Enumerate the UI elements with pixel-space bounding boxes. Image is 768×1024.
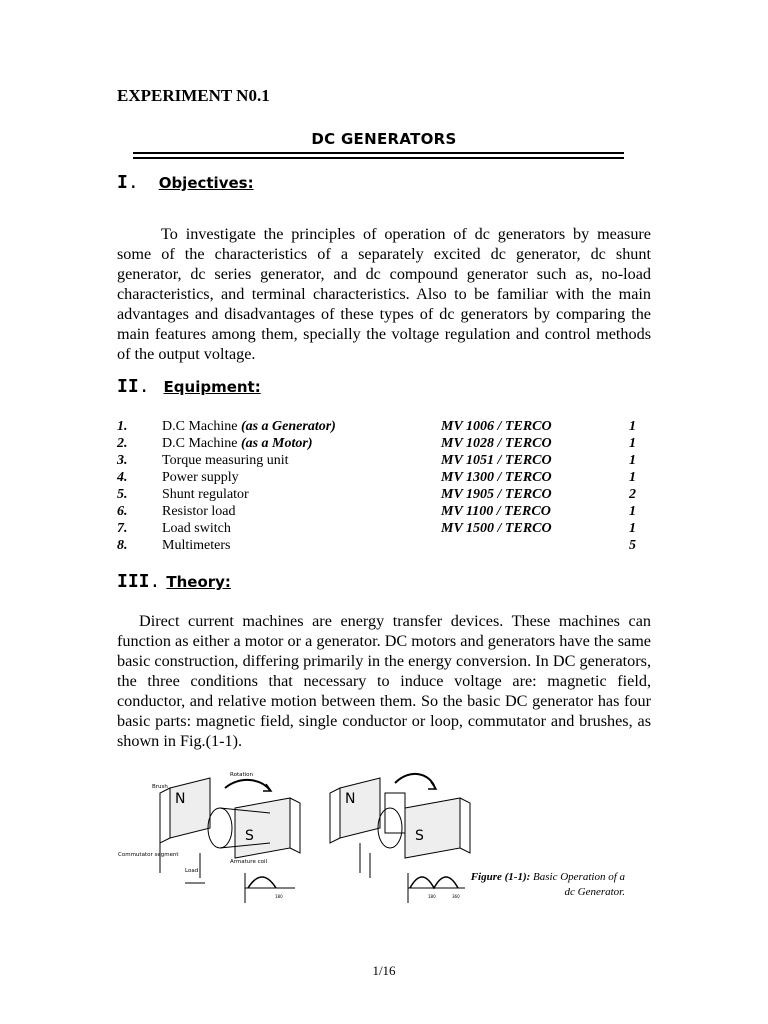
- item-model: MV 1051 / TERCO: [441, 453, 552, 468]
- item-number: 4.: [117, 470, 128, 485]
- armature-label: Armature coil: [230, 859, 268, 865]
- experiment-heading: EXPERIMENT N0.1: [117, 86, 270, 105]
- objectives-heading: I. Objectives:: [117, 172, 254, 193]
- tick-label: 360: [452, 894, 460, 899]
- item-model: MV 1006 / TERCO: [441, 419, 552, 434]
- equipment-row: [117, 486, 636, 503]
- item-model: MV 1905 / TERCO: [441, 487, 552, 502]
- section-number: III: [117, 571, 150, 592]
- item-number: 7.: [117, 521, 128, 536]
- theory-heading: III. Theory:: [117, 571, 231, 592]
- item-model: MV 1100 / TERCO: [441, 504, 551, 519]
- equipment-row: [117, 469, 636, 486]
- figure-caption: [470, 870, 625, 900]
- item-name-cell: [162, 452, 441, 469]
- page-number: 1/16: [372, 963, 396, 978]
- item-number: 6.: [117, 504, 128, 519]
- commutator-label: Commutator segment: [118, 852, 179, 858]
- north-pole-label: N: [175, 791, 186, 807]
- item-number: 5.: [117, 487, 128, 502]
- item-model: MV 1028 / TERCO: [441, 436, 552, 451]
- item-model: MV 1500 / TERCO: [441, 521, 552, 536]
- load-label: Load: [185, 868, 199, 874]
- item-name: Multimeters: [162, 538, 231, 553]
- section-label: Theory:: [166, 573, 231, 591]
- title-double-rule: [133, 152, 624, 159]
- item-name-cell: [162, 503, 441, 520]
- item-name: Torque measuring unit: [162, 453, 289, 468]
- south-pole-label: S: [245, 828, 254, 844]
- item-quantity: 1: [629, 436, 636, 451]
- equipment-row: [117, 503, 636, 520]
- item-name-cell: [162, 520, 441, 537]
- item-quantity: 1: [629, 453, 636, 468]
- half-wave-plot: [245, 873, 295, 903]
- item-quantity: 1: [629, 521, 636, 536]
- tick-label: 180: [428, 894, 436, 899]
- tick-label: 180: [275, 894, 283, 899]
- item-note: (as a Generator): [240, 419, 336, 434]
- theory-text: Direct current machines are energy transfer devices. These machines can function as either a motor or a generator. DC motors and generators have the same basic construction, differing primarily in the energy conversion. In DC generators, the three conditions that necessary to induce voltage are: magnetic field, conductor, and relative motion between them. So the basic DC generator has four basic parts: magnetic field, single conductor or loop, commutator and brushes, as shown in Fig.(1-1).: [117, 612, 651, 750]
- equipment-row: [117, 452, 636, 469]
- north-pole-label: N: [345, 791, 356, 807]
- section-number: II: [117, 376, 139, 397]
- section-number: I: [117, 172, 128, 193]
- item-name: D.C Machine: [162, 436, 238, 451]
- item-number: 3.: [117, 453, 128, 468]
- document-title: DC GENERATORS: [311, 130, 457, 148]
- item-name: D.C Machine: [162, 419, 238, 434]
- item-quantity: 1: [629, 504, 636, 519]
- item-name-cell: [162, 435, 441, 452]
- item-name-cell: [162, 418, 441, 435]
- item-number: 8.: [117, 538, 128, 553]
- item-name: Resistor load: [162, 504, 236, 519]
- equipment-row: [117, 418, 636, 435]
- item-name: Power supply: [162, 470, 239, 485]
- equipment-table: [117, 418, 636, 554]
- dc-generator-figure: [118, 768, 480, 918]
- item-model: [441, 537, 628, 554]
- equipment-heading: II. Equipment:: [117, 376, 261, 397]
- item-name-cell: [162, 469, 441, 486]
- section-label: Equipment:: [163, 378, 261, 396]
- objectives-paragraph: [117, 224, 651, 364]
- item-note: (as a Motor): [240, 436, 313, 451]
- item-name: Load switch: [162, 521, 231, 536]
- brush-label: Brush: [152, 784, 168, 790]
- equipment-row: [117, 435, 636, 452]
- item-number: 2.: [117, 436, 128, 451]
- item-name-cell: [162, 537, 441, 554]
- rotation-label: Rotation: [230, 772, 254, 778]
- item-model: MV 1300 / TERCO: [441, 470, 552, 485]
- item-name-cell: [162, 486, 441, 503]
- caption-label: Figure (1-1):: [470, 871, 531, 883]
- equipment-row: [117, 537, 636, 554]
- theory-paragraph: [117, 611, 651, 751]
- item-name: Shunt regulator: [162, 487, 249, 502]
- item-quantity: 2: [629, 487, 636, 502]
- item-quantity: 1: [629, 470, 636, 485]
- section-label: Objectives:: [158, 174, 254, 192]
- item-number: 1.: [117, 419, 128, 434]
- objectives-text: To investigate the principles of operation of dc generators by measure some of the characteristics of a separately excited dc generator, dc shunt generator, dc series generator, and dc compound generator such as, no-load characteristics, and terminal characteristics. Also to be familiar with the main advantages and disadvantages of these types of dc generators by comparing the main features among them, specially the voltage regulation and control methods of the output voltage.: [117, 225, 651, 363]
- caption-text: Basic Operation of a dc Generator.: [530, 871, 625, 898]
- generator-diagram-right: [330, 774, 470, 878]
- equipment-row: [117, 520, 636, 537]
- south-pole-label: S: [415, 828, 424, 844]
- item-quantity: 5: [629, 538, 636, 553]
- item-quantity: 1: [629, 419, 636, 434]
